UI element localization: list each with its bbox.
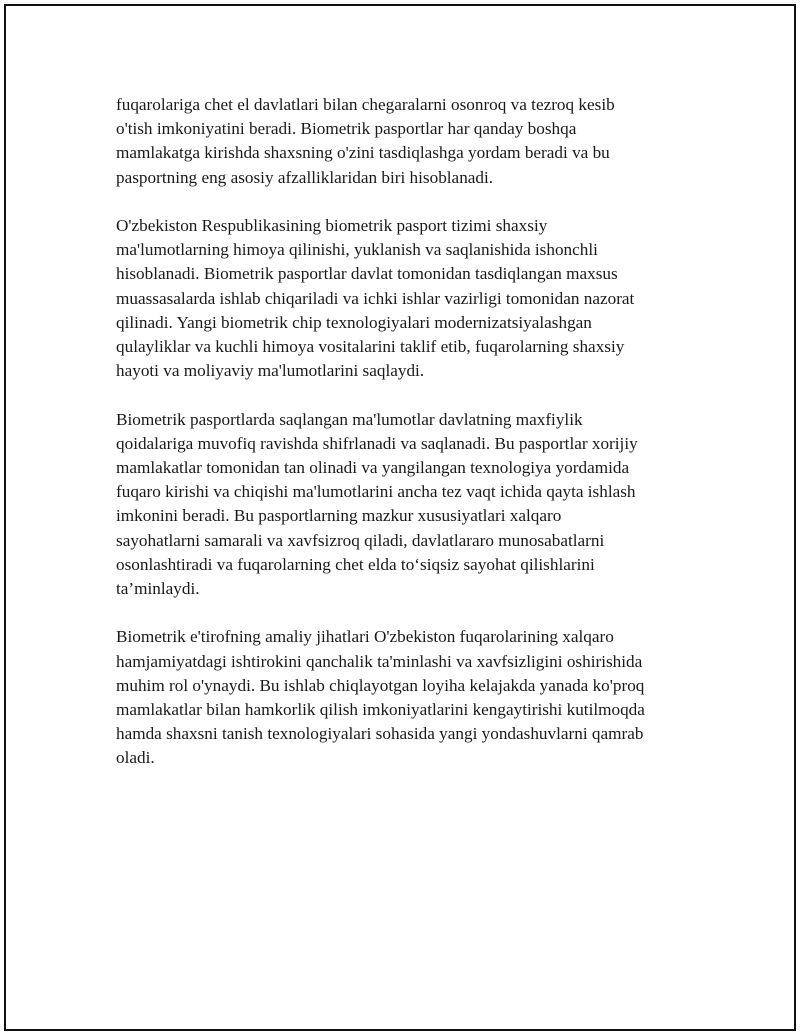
text-line: fuqaro kirishi va chiqishi ma'lumotlarini ancha tez vaqt ichida qayta ishlash: [116, 482, 636, 502]
text-line: qilinadi. Yangi biometrik chip texnologiyalari modernizatsiyalashgan: [116, 312, 592, 332]
text-line: Biometrik e'tirofning amaliy jihatlari O'zbekiston fuqarolarining xalqaro: [116, 627, 614, 647]
text-line: ma'lumotlarning himoya qilinishi, yuklanish va saqlanishida ishonchli: [116, 240, 598, 260]
paragraph-4: [116, 625, 676, 770]
text-line: muassasalarda ishlab chiqariladi va ichki ishlar vazirligi tomonidan nazorat: [116, 288, 635, 308]
text-line: qoidalariga muvofiq ravishda shifrlanadi va saqlanadi. Bu pasportlar xorijiy: [116, 433, 638, 453]
paragraph-2: [116, 214, 676, 383]
text-line: mamlakatga kirishda shaxsning o'zini tasdiqlashga yordam beradi va bu: [116, 143, 610, 163]
text-line: Biometrik pasportlarda saqlangan ma'lumotlar davlatning maxfiylik: [116, 409, 583, 429]
paragraph-3: [116, 408, 676, 602]
text-line: imkonini beradi. Bu pasportlarning mazkur xususiyatlari xalqaro: [116, 506, 562, 526]
text-line: qulayliklar va kuchli himoya vositalarini taklif etib, fuqarolarning shaxsiy: [116, 337, 625, 357]
paragraph-1: [116, 93, 676, 190]
text-line: osonlashtiradi va fuqarolarning chet elda to‘siqsiz sayohat qilishlarini: [116, 554, 595, 574]
text-line: mamlakatlar tomonidan tan olinadi va yangilangan texnologiya yordamida: [116, 458, 630, 478]
text-line: hayoti va moliyaviy ma'lumotlarini saqlaydi.: [116, 361, 425, 381]
text-line: hisoblanadi. Biometrik pasportlar davlat tomonidan tasdiqlangan maxsus: [116, 264, 618, 284]
document-body: [116, 93, 676, 795]
text-line: o'tish imkoniyatini beradi. Biometrik pasportlar har qanday boshqa: [116, 119, 577, 139]
text-line: O'zbekiston Respublikasining biometrik pasport tizimi shaxsiy: [116, 216, 548, 235]
text-line: pasportning eng asosiy afzalliklaridan biri hisoblanadi.: [116, 167, 494, 187]
text-line: sayohatlarni samarali va xavfsizroq qiladi, davlatlararo munosabatlarni: [116, 530, 605, 550]
text-line: hamjamiyatdagi ishtirokini qanchalik ta'minlashi va xavfsizligini oshirishida: [116, 651, 643, 671]
text-line: fuqarolariga chet el davlatlari bilan chegaralarni osonroq va tezroq kesib: [116, 95, 615, 114]
text-line: mamlakatlar bilan hamkorlik qilish imkoniyatlarini kengaytirishi kutilmoqda: [116, 700, 645, 720]
text-line: hamda shaxsni tanish texnologiyalari sohasida yangi yondashuvlarni qamrab: [116, 724, 644, 744]
text-line: oladi.: [116, 748, 155, 768]
text-line: muhim rol o'ynaydi. Bu ishlab chiqlayotgan loyiha kelajakda yanada ko'proq: [116, 675, 645, 695]
text-line: ta’minlaydi.: [116, 579, 200, 599]
